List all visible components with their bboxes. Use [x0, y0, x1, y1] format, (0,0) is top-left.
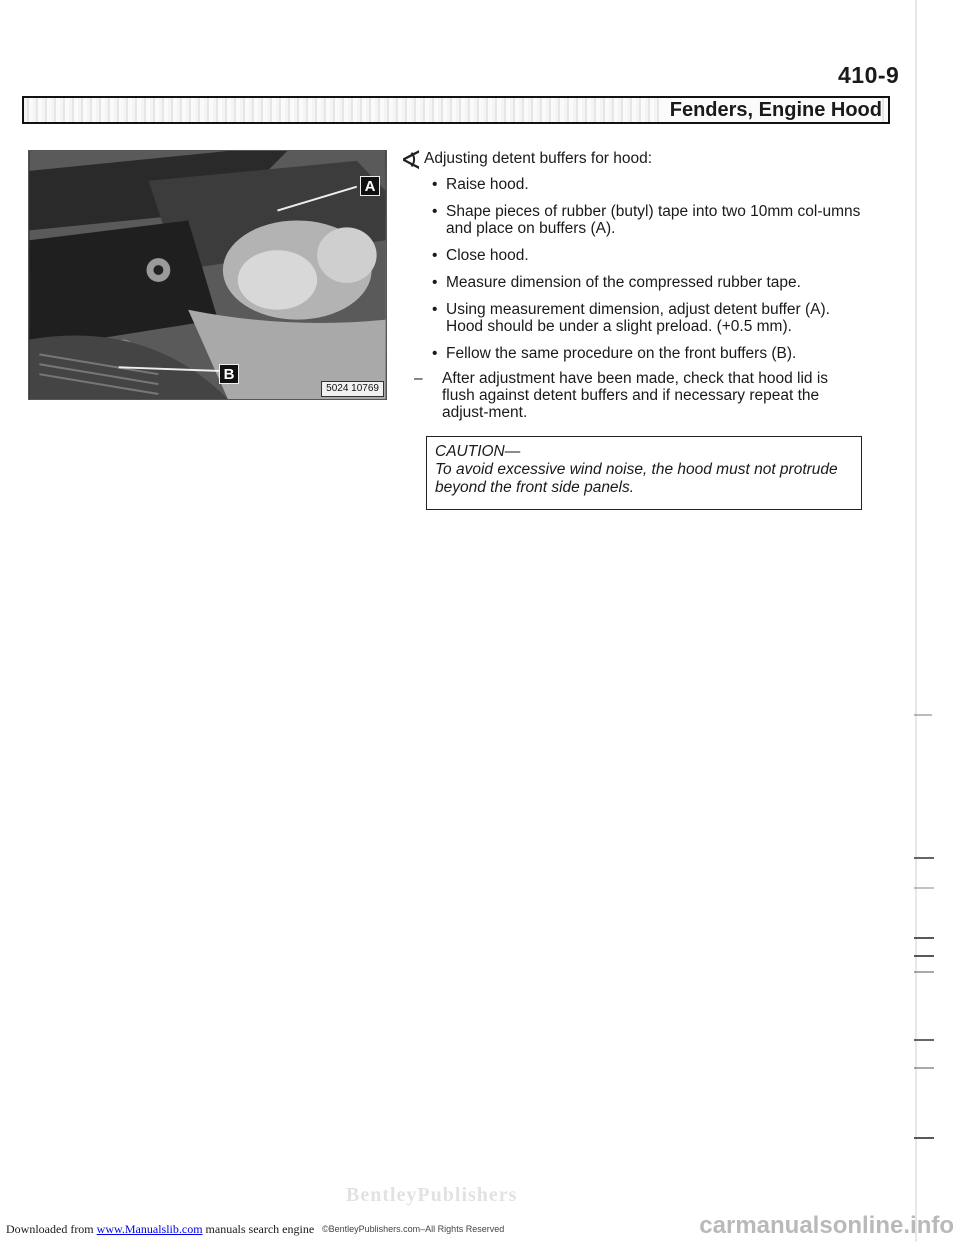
manualslib-link[interactable]: www.Manualslib.com: [96, 1222, 203, 1236]
section-title: Fenders, Engine Hood: [662, 98, 882, 122]
bullet-icon: •: [432, 345, 438, 362]
engine-bay-illustration: [29, 151, 386, 399]
bullet-icon: •: [432, 203, 438, 220]
step-text: Raise hood.: [446, 176, 529, 193]
publisher-watermark: BentleyPublishers: [346, 1184, 518, 1206]
list-item: [432, 274, 862, 291]
step-text: Using measurement dimension, adjust detent buffer (A). Hood should be under a slight preload. (+0.5 mm).: [446, 301, 830, 335]
left-arrow-icon: ∢: [400, 145, 422, 175]
list-item: [432, 203, 862, 237]
list-item: [432, 247, 862, 264]
after-adjustment-note: [414, 370, 864, 421]
site-stamp: carmanualsonline.info: [699, 1212, 954, 1239]
footer-prefix: Downloaded from: [6, 1222, 94, 1236]
bullet-icon: •: [432, 301, 438, 318]
step-text: Fellow the same procedure on the front buffers (B).: [446, 345, 797, 362]
dash-marker: –: [414, 370, 423, 387]
figure-code: 5024 10769: [321, 381, 384, 397]
step-text: Close hood.: [446, 247, 529, 264]
download-footer: [6, 1222, 314, 1237]
copyright-notice: ©BentleyPublishers.com–All Rights Reserved: [322, 1224, 505, 1234]
step-text: Shape pieces of rubber (butyl) tape into two 10mm col-umns and place on buffers (A).: [446, 203, 861, 237]
list-item: [432, 176, 862, 193]
caution-title: CAUTION—: [435, 443, 521, 460]
caution-box: [426, 436, 862, 510]
procedure-intro: Adjusting detent buffers for hood:: [424, 150, 653, 167]
procedure-steps: [432, 176, 862, 372]
section-header-bar: [22, 96, 890, 124]
step-text: Measure dimension of the compressed rubber tape.: [446, 274, 801, 291]
caution-text: To avoid excessive wind noise, the hood must not protrude beyond the front side panels.: [435, 461, 838, 496]
bullet-icon: •: [432, 176, 438, 193]
callout-a: A: [360, 176, 380, 196]
page-number: 410-9: [838, 62, 900, 88]
engine-bay-photo: [28, 150, 387, 400]
bullet-icon: •: [432, 247, 438, 264]
callout-b: B: [219, 364, 239, 384]
margin-scan-marks: [900, 0, 960, 1242]
after-note-text: After adjustment have been made, check that hood lid is flush against detent buffers and if necessary repeat the adjust-ment.: [442, 370, 829, 421]
list-item: [432, 301, 862, 335]
bullet-icon: •: [432, 274, 438, 291]
footer-suffix: manuals search engine: [205, 1222, 315, 1236]
list-item: [432, 345, 862, 362]
